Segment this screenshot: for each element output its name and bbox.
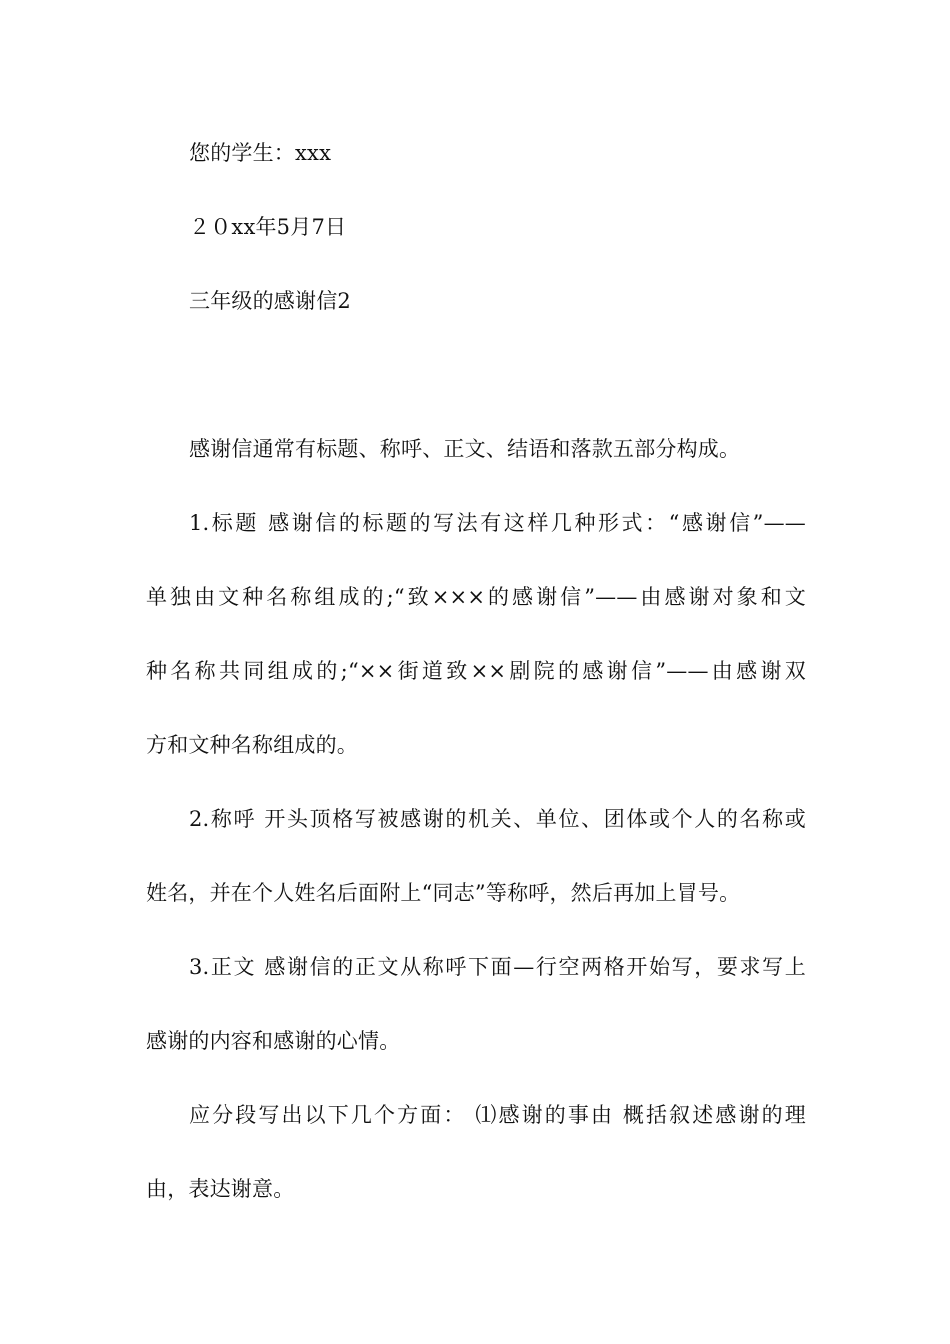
item3-line-2: 感谢的内容和感谢的心情。: [146, 1029, 401, 1053]
item1-line-1: 1.标题 感谢信的标题的写法有这样几种形式：“感谢信”——: [189, 511, 806, 535]
signature-line: 您的学生：xxx: [189, 141, 332, 165]
intro-paragraph: 感谢信通常有标题、称呼、正文、结语和落款五部分构成。: [189, 437, 741, 461]
date-line: ２０xx年5月7日: [189, 215, 347, 239]
item2-line-1: 2.称呼 开头顶格写被感谢的机关、单位、团体或个人的名称或: [189, 807, 806, 831]
item1-line-3: 种名称共同组成的;“××街道致××剧院的感谢信”——由感谢双: [146, 659, 806, 683]
item3-line-1: 3.正文 感谢信的正文从称呼下面—行空两格开始写，要求写上: [189, 955, 806, 979]
item2-line-2: 姓名，并在个人姓名后面附上“同志”等称呼，然后再加上冒号。: [146, 881, 741, 905]
section-title: 三年级的感谢信2: [189, 289, 351, 313]
item1-line-4: 方和文种名称组成的。: [146, 733, 358, 757]
item1-line-2: 单独由文种名称组成的;“致×××的感谢信”——由感谢对象和文: [146, 585, 806, 609]
item4-line-2: 由，表达谢意。: [146, 1177, 295, 1201]
item4-line-1: 应分段写出以下几个方面： ⑴感谢的事由 概括叙述感谢的理: [189, 1103, 806, 1127]
